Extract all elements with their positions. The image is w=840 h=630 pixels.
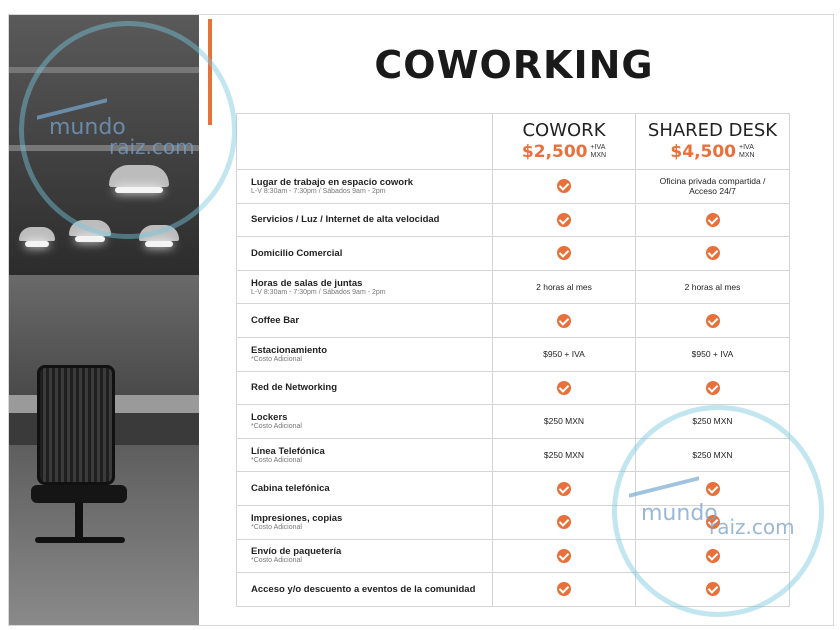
value-text: $950 + IVA: [543, 349, 585, 360]
check-icon: [557, 549, 571, 563]
shared-desk-value-cell: [636, 337, 790, 371]
table-row: [237, 170, 790, 204]
check-icon: [557, 482, 571, 496]
header-empty-cell: [237, 114, 493, 170]
feature-cell: [237, 203, 493, 237]
plan-price: $2,500: [521, 142, 588, 162]
table-row: [237, 203, 790, 237]
plan-header-cowork: [493, 114, 636, 170]
check-icon: [557, 246, 571, 260]
photo-lamp: [109, 165, 169, 187]
check-icon: [706, 549, 720, 563]
table-row: [237, 371, 790, 405]
photo-chair: [37, 365, 115, 485]
cowork-value-cell: [493, 405, 636, 439]
photo-lamp: [19, 227, 55, 241]
feature-cell: [237, 472, 493, 506]
check-icon: [706, 582, 720, 596]
slide: [8, 14, 834, 626]
table-row: [237, 573, 790, 607]
feature-label: Coffee Bar: [251, 315, 300, 327]
feature-label: Horas de salas de juntas: [251, 277, 363, 289]
cowork-value-cell: [493, 371, 636, 405]
cowork-value-cell: [493, 170, 636, 204]
table-row: [237, 270, 790, 304]
feature-cell: [237, 270, 493, 304]
shared-desk-value-cell: [636, 270, 790, 304]
value-text: $250 MXN: [543, 450, 585, 461]
check-icon: [706, 381, 720, 395]
plan-price: $4,500: [670, 142, 737, 162]
photo-light-strip: [9, 67, 199, 73]
cowork-value-cell: [493, 304, 636, 338]
shared-desk-value-cell: [636, 438, 790, 472]
plan-name: SHARED DESK: [647, 120, 778, 141]
feature-cell: [237, 237, 493, 271]
feature-label: Servicios / Luz / Internet de alta velocidad: [251, 214, 440, 226]
plan-currency: MXN: [739, 152, 755, 159]
feature-note: *Costo Adicional: [251, 557, 302, 565]
table-row: [237, 539, 790, 573]
feature-cell: [237, 505, 493, 539]
table-row: [237, 438, 790, 472]
feature-label: Envío de paquetería: [251, 546, 342, 558]
feature-label: Red de Networking: [251, 382, 338, 394]
check-icon: [557, 381, 571, 395]
feature-note: *Costo Adicional: [251, 456, 302, 464]
cowork-value-cell: [493, 203, 636, 237]
feature-cell: [237, 573, 493, 607]
photo-chair-base: [35, 537, 125, 543]
cowork-value-cell: [493, 505, 636, 539]
feature-cell: [237, 438, 493, 472]
shared-desk-value-cell: [636, 203, 790, 237]
feature-note: L-V 8:30am - 7:30pm / Sábados 9am - 2pm: [251, 288, 386, 296]
feature-note: L-V 8:30am - 7:30pm / Sábados 9am - 2pm: [251, 187, 386, 195]
cowork-value-cell: [493, 270, 636, 304]
photo-lamp: [139, 225, 179, 241]
feature-cell: [237, 337, 493, 371]
cowork-value-cell: [493, 438, 636, 472]
value-text: 2 horas al mes: [536, 282, 592, 293]
check-icon: [706, 213, 720, 227]
page-title: COWORKING: [374, 43, 654, 87]
check-icon: [706, 314, 720, 328]
value-text: $250 MXN: [692, 416, 733, 427]
check-icon: [557, 515, 571, 529]
plan-tax: +IVA: [739, 144, 754, 151]
shared-desk-value-cell: [636, 405, 790, 439]
value-text: $250 MXN: [692, 450, 733, 461]
feature-cell: [237, 371, 493, 405]
feature-cell: [237, 304, 493, 338]
cowork-value-cell: [493, 337, 636, 371]
table-row: [237, 237, 790, 271]
photo-lamp: [69, 220, 111, 236]
feature-label: Línea Telefónica: [251, 445, 325, 457]
feature-note: *Costo Adicional: [251, 422, 302, 430]
shared-desk-value-cell: [636, 304, 790, 338]
feature-label: Estacionamiento: [251, 344, 328, 356]
cowork-value-cell: [493, 539, 636, 573]
check-icon: [557, 213, 571, 227]
accent-bar: [208, 19, 212, 125]
feature-label: Domicilio Comercial: [251, 247, 343, 259]
photo-chair-seat: [31, 485, 127, 503]
check-icon: [706, 482, 720, 496]
cowork-value-cell: [493, 237, 636, 271]
check-icon: [706, 246, 720, 260]
cowork-value-cell: [493, 472, 636, 506]
feature-label: Acceso y/o descuento a eventos de la comunidad: [251, 583, 476, 595]
shared-desk-value-cell: [636, 237, 790, 271]
feature-note: *Costo Adicional: [251, 523, 302, 531]
check-icon: [557, 582, 571, 596]
plan-header-shared-desk: [636, 114, 790, 170]
feature-label: Impresiones, copias: [251, 512, 343, 524]
value-text: Oficina privada compartida / Acceso 24/7: [659, 176, 766, 197]
value-text: $950 + IVA: [691, 349, 734, 360]
feature-note: *Costo Adicional: [251, 355, 302, 363]
watermark-text: mundo: [641, 501, 718, 526]
watermark-text: raiz.com: [709, 515, 795, 539]
cowork-value-cell: [493, 573, 636, 607]
feature-rows: [237, 170, 790, 607]
pricing-table: [236, 113, 790, 607]
feature-cell: [237, 539, 493, 573]
watermark-text: mundo: [49, 115, 126, 140]
feature-label: Lugar de trabajo en espacio cowork: [251, 176, 414, 188]
check-icon: [557, 314, 571, 328]
table-row: [237, 405, 790, 439]
plan-currency: MXN: [590, 152, 607, 159]
feature-cell: [237, 170, 493, 204]
feature-label: Cabina telefónica: [251, 483, 330, 495]
plan-tax: +IVA: [590, 144, 606, 151]
table-row: [237, 337, 790, 371]
value-text: 2 horas al mes: [684, 282, 741, 293]
feature-cell: [237, 405, 493, 439]
watermark-text: raiz.com: [109, 135, 195, 159]
table-row: [237, 304, 790, 338]
shared-desk-value-cell: [636, 371, 790, 405]
shared-desk-value-cell: [636, 573, 790, 607]
check-icon: [557, 179, 571, 193]
value-text: $250 MXN: [543, 416, 585, 427]
shared-desk-value-cell: [636, 170, 790, 204]
shared-desk-value-cell: [636, 539, 790, 573]
plan-header-row: [237, 114, 790, 170]
plan-name: COWORK: [522, 120, 606, 141]
feature-label: Lockers: [251, 411, 288, 423]
